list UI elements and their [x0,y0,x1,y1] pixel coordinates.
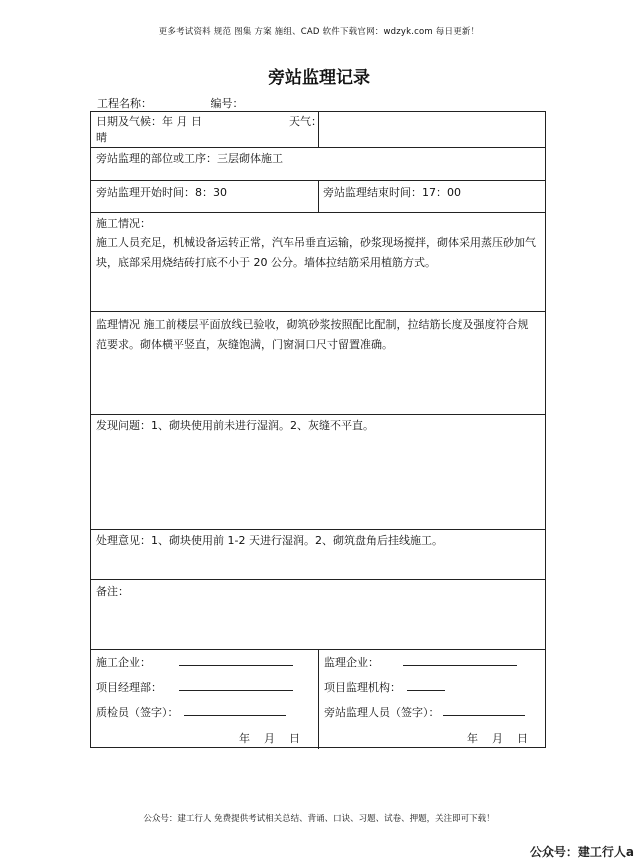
year-label: 年 [467,732,478,745]
column-divider [318,180,319,212]
supervision-company-field [324,653,544,673]
row-divider [91,147,545,148]
page-title: 旁站监理记录 [268,68,370,88]
row-divider [91,579,545,580]
date-label: 日期及气候：年 月 日 [96,115,202,128]
location-text: 旁站监理的部位或工序：三层砌体施工 [96,152,283,165]
column-divider [318,649,319,749]
supervision-institution-label: 项目监理机构： [324,681,401,694]
row-divider [91,414,545,415]
day-label: 日 [289,732,300,745]
construction-company-field [96,653,316,673]
right-sign-date [467,730,542,746]
construction-company-label: 施工企业： [96,656,151,669]
day-label: 日 [517,732,528,745]
left-sign-date [239,730,314,746]
handling-text: 处理意见：1、砌块使用前 1-2 天进行湿润。2、砌筑盘角后挂线施工。 [96,534,443,547]
supervision-text: 监理情况 施工前楼层平面放线已验收，砌筑砂浆按照配比配制，拉结筋长度及强度符合规范要求。砌体横平竖直，灰缝饱满，门窗洞口尺寸留置准确。 [96,318,529,351]
serial-label: 编号： [210,97,244,110]
month-label: 月 [492,732,503,745]
weather-label: 天气： [289,115,322,128]
watermark: 公众号：建工行人a [529,845,634,859]
end-time: 旁站监理结束时间：17：00 [323,186,461,199]
construction-label: 施工情况： [96,217,151,230]
header-line [97,95,244,111]
row-divider [91,529,545,530]
start-time: 旁站监理开始时间：8：30 [96,186,227,199]
month-label: 月 [264,732,275,745]
supervision-institution-field [324,678,544,698]
row-divider [91,212,545,213]
signature-line [407,678,445,691]
problems-text: 发现问题：1、砌块使用前未进行湿润。2、灰缝不平直。 [96,419,374,432]
signature-line [184,703,286,716]
signature-line [403,653,517,666]
construction-text: 施工人员充足，机械设备运转正常，汽车吊垂直运输，砂浆现场搅拌，砌体采用蒸压砂加气块，底部采用烧结砖打底不小于 20 公分。墙体拉结筋采用植筋方式。 [96,236,536,269]
signature-line [443,703,525,716]
signature-line [179,678,293,691]
supervision-company-label: 监理企业： [324,656,379,669]
weather-value: 晴 [96,131,107,144]
supervisor-field [324,703,546,723]
top-banner: 更多考试资料 规范 图集 方案 施组、CAD 软件下载官网：wdzyk.com 每日更新！ [158,27,480,37]
project-name-label: 工程名称： [97,97,152,110]
manager-dept-label: 项目经理部： [96,681,162,694]
record-form [90,111,546,748]
supervisor-label: 旁站监理人员（签字）： [324,706,440,719]
row-divider [91,311,545,312]
year-label: 年 [239,732,250,745]
inspector-label: 质检员（签字）： [96,706,179,719]
footer-note: 公众号：建工行人 免费提供考试相关总结、背诵、口诀、习题、试卷、押题，关注即可下载！ [143,814,495,824]
manager-dept-field [96,678,316,698]
remarks-label: 备注： [96,585,129,598]
inspector-field [96,703,318,723]
signature-line [179,653,293,666]
